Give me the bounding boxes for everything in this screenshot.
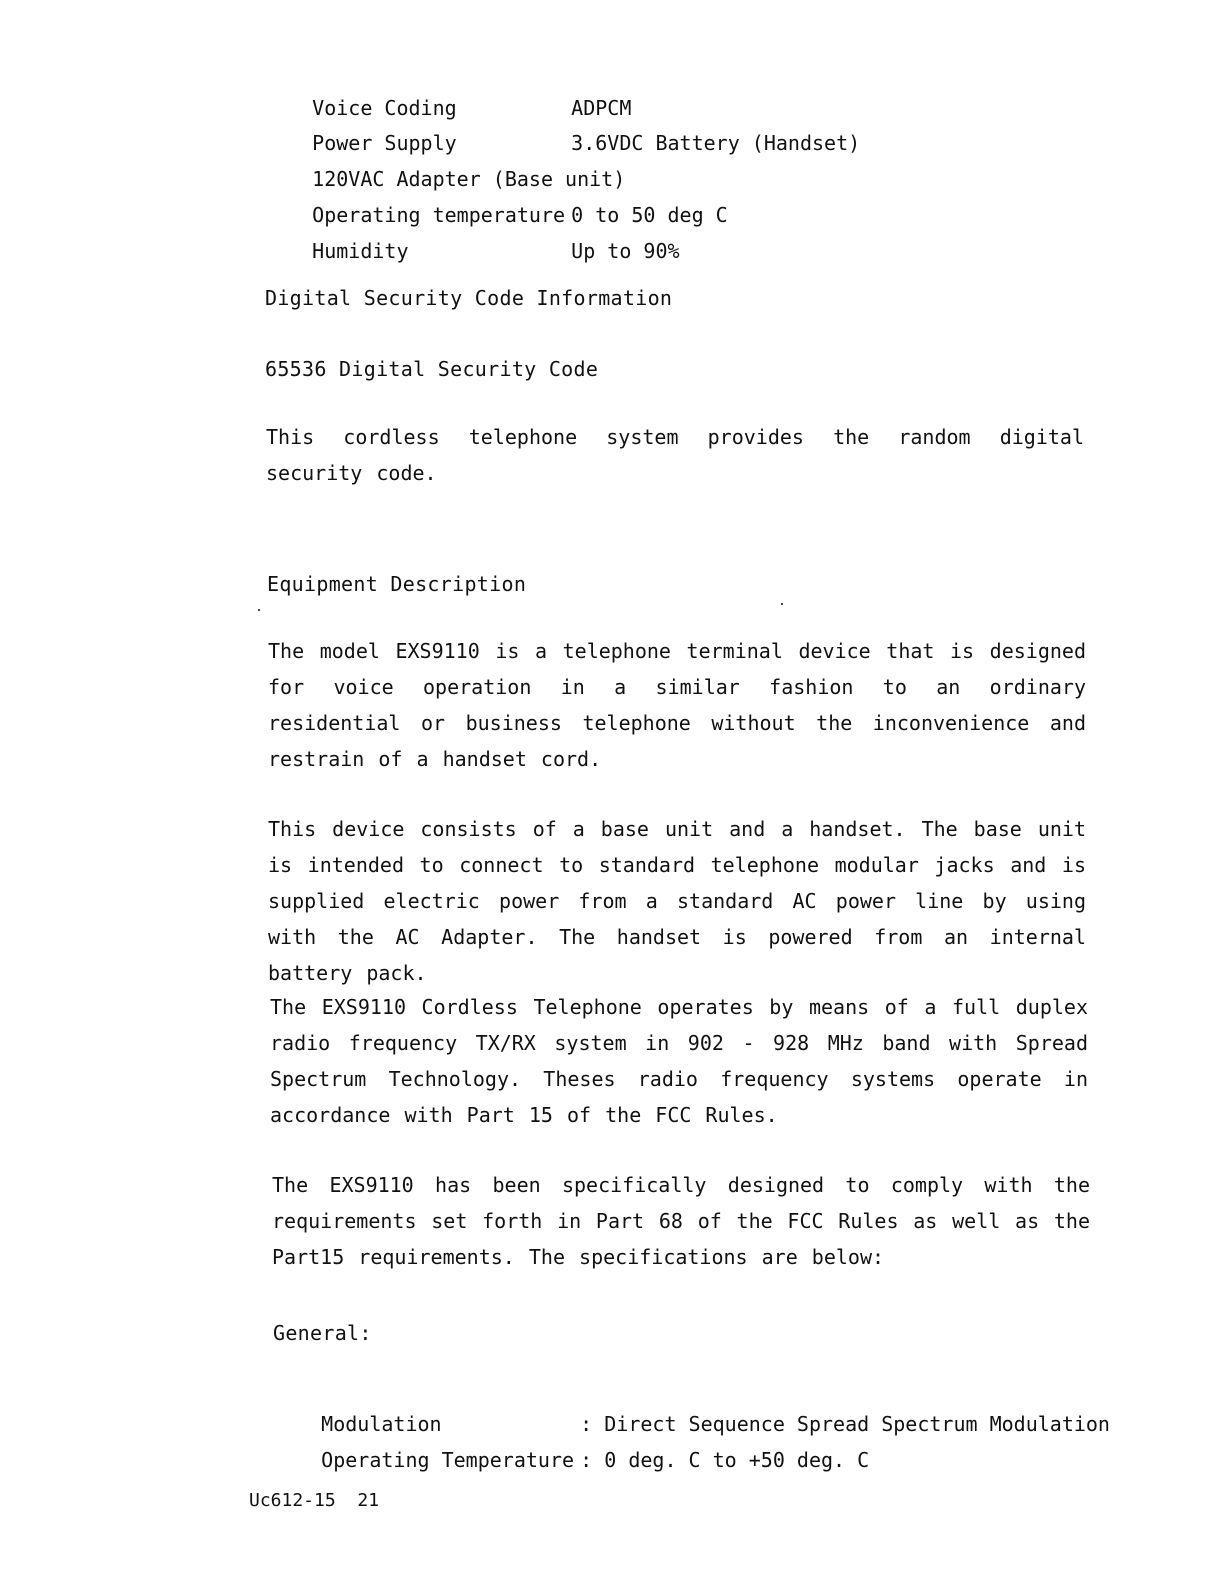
equipment-heading: Equipment Description [267,572,527,596]
speck-mark [258,609,260,611]
general-label: Operating Temperature [321,1448,575,1472]
spec-value: Up to 90% [571,239,680,263]
general-label: Modulation [321,1412,442,1436]
equipment-paragraph-2: This device consists of a base unit and a handset. The base unit is intended to connect to standard telephone modular jacks and is supplied electric power from a standard AC power line by using with the AC Adapter. The handset is powered from an internal battery pack. [268,817,1086,985]
page-footer: Uc612-15 21 [249,1490,380,1511]
spec-label: Power Supply [312,131,457,155]
security-paragraph: This cordless telephone system provides the random digital security code. [266,425,1084,485]
spec-row-humidity [264,215,680,287]
speck-mark [781,603,783,605]
security-heading: Digital Security Code Information [265,286,673,310]
general-heading: General: [273,1321,372,1345]
general-value: : 0 deg. C to +50 deg. C [580,1448,870,1472]
spec-label: 120VAC Adapter (Base unit) [312,167,626,191]
security-code-line: 65536 Digital Security Code [265,357,599,381]
spec-label: Operating temperature [312,203,566,227]
spec-value: 3.6VDC Battery (Handset) [571,131,861,155]
general-value: : Direct Sequence Spread Spectrum Modulation [580,1412,1110,1436]
equipment-paragraph-3: The EXS9110 Cordless Telephone operates by means of a full duplex radio frequency TX/RX system in 902 - 928 MHz band with Spread Spectrum Technology. Theses radio frequency systems operate in accordance with Part 15 of the FCC Rules. [270,995,1088,1127]
equipment-paragraph-4: The EXS9110 has been specifically designed to comply with the requirements set forth in Part 68 of the FCC Rules as well as the Part15 requirements. The specifications are below: [272,1173,1090,1269]
general-row-operating-temperature [273,1424,869,1496]
spec-label: Humidity [312,239,409,263]
spec-value: ADPCM [571,96,632,120]
equipment-paragraph-1: The model EXS9110 is a telephone terminal device that is designed for voice operation in a similar fashion to an ordinary residential or business telephone without the inconvenience and restrain of a handset cord. [268,639,1086,771]
spec-label: Voice Coding [312,96,457,120]
spec-value: 0 to 50 deg C [571,203,728,227]
